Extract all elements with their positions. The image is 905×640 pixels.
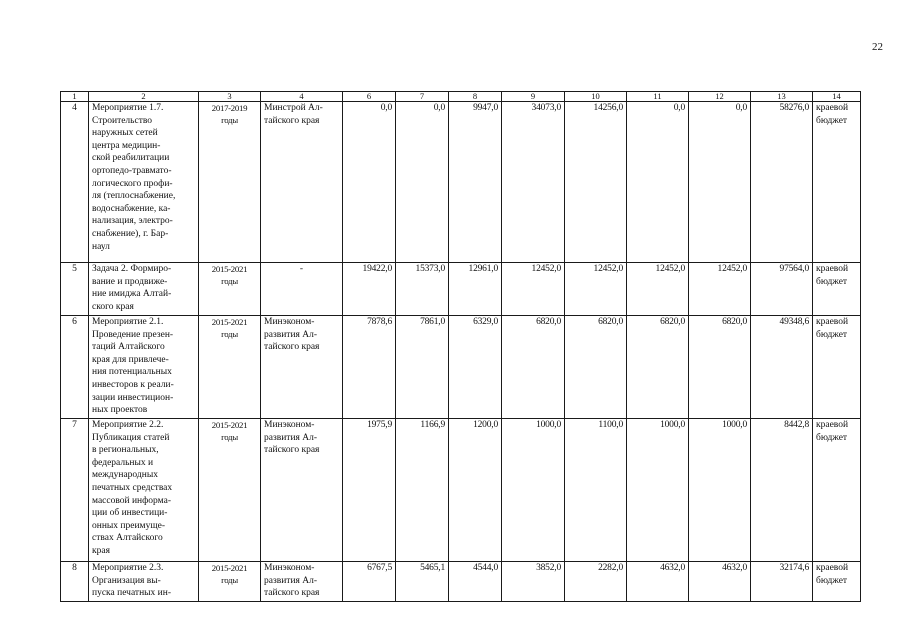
period: 2015-2021 годы xyxy=(199,316,261,419)
total-cell: 8442,8 xyxy=(751,419,813,562)
funding-source: краевой бюджет xyxy=(813,316,861,419)
value-cell: 9947,0 xyxy=(449,102,502,263)
activity-name: Мероприятие 2.3. Организация вы- пуска печатных ин- xyxy=(89,562,199,602)
value-cell: 7861,0 xyxy=(396,316,449,419)
funding-source: краевой бюджет xyxy=(813,419,861,562)
value-cell: 1100,0 xyxy=(565,419,627,562)
header-cell: 2 xyxy=(89,92,199,102)
total-cell: 97564,0 xyxy=(751,263,813,316)
executor: - xyxy=(261,263,343,316)
value-cell: 1975,9 xyxy=(343,419,396,562)
period: 2015-2021 годы xyxy=(199,419,261,562)
value-cell: 6329,0 xyxy=(449,316,502,419)
table-row xyxy=(61,102,861,263)
header-cell: 9 xyxy=(502,92,565,102)
value-cell: 1000,0 xyxy=(502,419,565,562)
row-number: 4 xyxy=(61,102,89,263)
value-cell: 0,0 xyxy=(689,102,751,263)
activity-name: Задача 2. Формиро- вание и продвиже- ние имиджа Алтай- ского края xyxy=(89,263,199,316)
value-cell: 0,0 xyxy=(343,102,396,263)
funding-source: краевой бюджет xyxy=(813,562,861,602)
value-cell: 19422,0 xyxy=(343,263,396,316)
row-number: 7 xyxy=(61,419,89,562)
value-cell: 4632,0 xyxy=(689,562,751,602)
table-row xyxy=(61,562,861,602)
value-cell: 0,0 xyxy=(627,102,689,263)
budget-table xyxy=(60,91,861,602)
activity-name: Мероприятие 2.2. Публикация статей в региональных, федеральных и международных печатных средствах массовой информа- ции об инвестици- онных преимуще- ствах Алтайского края xyxy=(89,419,199,562)
value-cell: 2282,0 xyxy=(565,562,627,602)
page-number: 22 xyxy=(872,41,883,53)
row-number: 5 xyxy=(61,263,89,316)
value-cell: 1166,9 xyxy=(396,419,449,562)
value-cell: 12452,0 xyxy=(689,263,751,316)
row-number: 8 xyxy=(61,562,89,602)
header-cell: 6 xyxy=(343,92,396,102)
header-cell: 7 xyxy=(396,92,449,102)
executor: Минэконом- развития Ал- тайского края xyxy=(261,562,343,602)
value-cell: 6820,0 xyxy=(627,316,689,419)
executor: Минэконом- развития Ал- тайского края xyxy=(261,419,343,562)
header-cell: 3 xyxy=(199,92,261,102)
table-row xyxy=(61,263,861,316)
header-cell: 13 xyxy=(751,92,813,102)
value-cell: 6820,0 xyxy=(565,316,627,419)
value-cell: 4632,0 xyxy=(627,562,689,602)
table-row xyxy=(61,316,861,419)
total-cell: 32174,6 xyxy=(751,562,813,602)
value-cell: 6820,0 xyxy=(689,316,751,419)
value-cell: 12452,0 xyxy=(565,263,627,316)
header-cell: 10 xyxy=(565,92,627,102)
value-cell: 12961,0 xyxy=(449,263,502,316)
value-cell: 1200,0 xyxy=(449,419,502,562)
value-cell: 15373,0 xyxy=(396,263,449,316)
value-cell: 12452,0 xyxy=(502,263,565,316)
table-row xyxy=(61,419,861,562)
value-cell: 0,0 xyxy=(396,102,449,263)
value-cell: 3852,0 xyxy=(502,562,565,602)
header-cell: 11 xyxy=(627,92,689,102)
funding-source: краевой бюджет xyxy=(813,102,861,263)
value-cell: 14256,0 xyxy=(565,102,627,263)
value-cell: 34073,0 xyxy=(502,102,565,263)
funding-source: краевой бюджет xyxy=(813,263,861,316)
value-cell: 12452,0 xyxy=(627,263,689,316)
executor: Минстрой Ал- тайского края xyxy=(261,102,343,263)
value-cell: 1000,0 xyxy=(627,419,689,562)
activity-name: Мероприятие 1.7. Строительство наружных сетей центра медицин- ской реабилитации ортопедо-травмато- логического профи- ля (теплоснабжение, водоснабжение, ка- нализация, электро- снабжение), г. Бар- наул xyxy=(89,102,199,263)
executor: Минэконом- развития Ал- тайского края xyxy=(261,316,343,419)
value-cell: 1000,0 xyxy=(689,419,751,562)
header-cell: 8 xyxy=(449,92,502,102)
value-cell: 4544,0 xyxy=(449,562,502,602)
value-cell: 6767,5 xyxy=(343,562,396,602)
period: 2015-2021 годы xyxy=(199,562,261,602)
activity-name: Мероприятие 2.1. Проведение презен- таций Алтайского края для привлече- ния потенциальных инвесторов к реали- зации инвестицион- ных проектов xyxy=(89,316,199,419)
header-row xyxy=(61,92,861,102)
period: 2017-2019 годы xyxy=(199,102,261,263)
value-cell: 7878,6 xyxy=(343,316,396,419)
header-cell: 1 xyxy=(61,92,89,102)
header-cell: 4 xyxy=(261,92,343,102)
total-cell: 49348,6 xyxy=(751,316,813,419)
period: 2015-2021 годы xyxy=(199,263,261,316)
table-body xyxy=(61,92,861,602)
total-cell: 58276,0 xyxy=(751,102,813,263)
value-cell: 6820,0 xyxy=(502,316,565,419)
header-cell: 14 xyxy=(813,92,861,102)
header-cell: 12 xyxy=(689,92,751,102)
row-number: 6 xyxy=(61,316,89,419)
value-cell: 5465,1 xyxy=(396,562,449,602)
